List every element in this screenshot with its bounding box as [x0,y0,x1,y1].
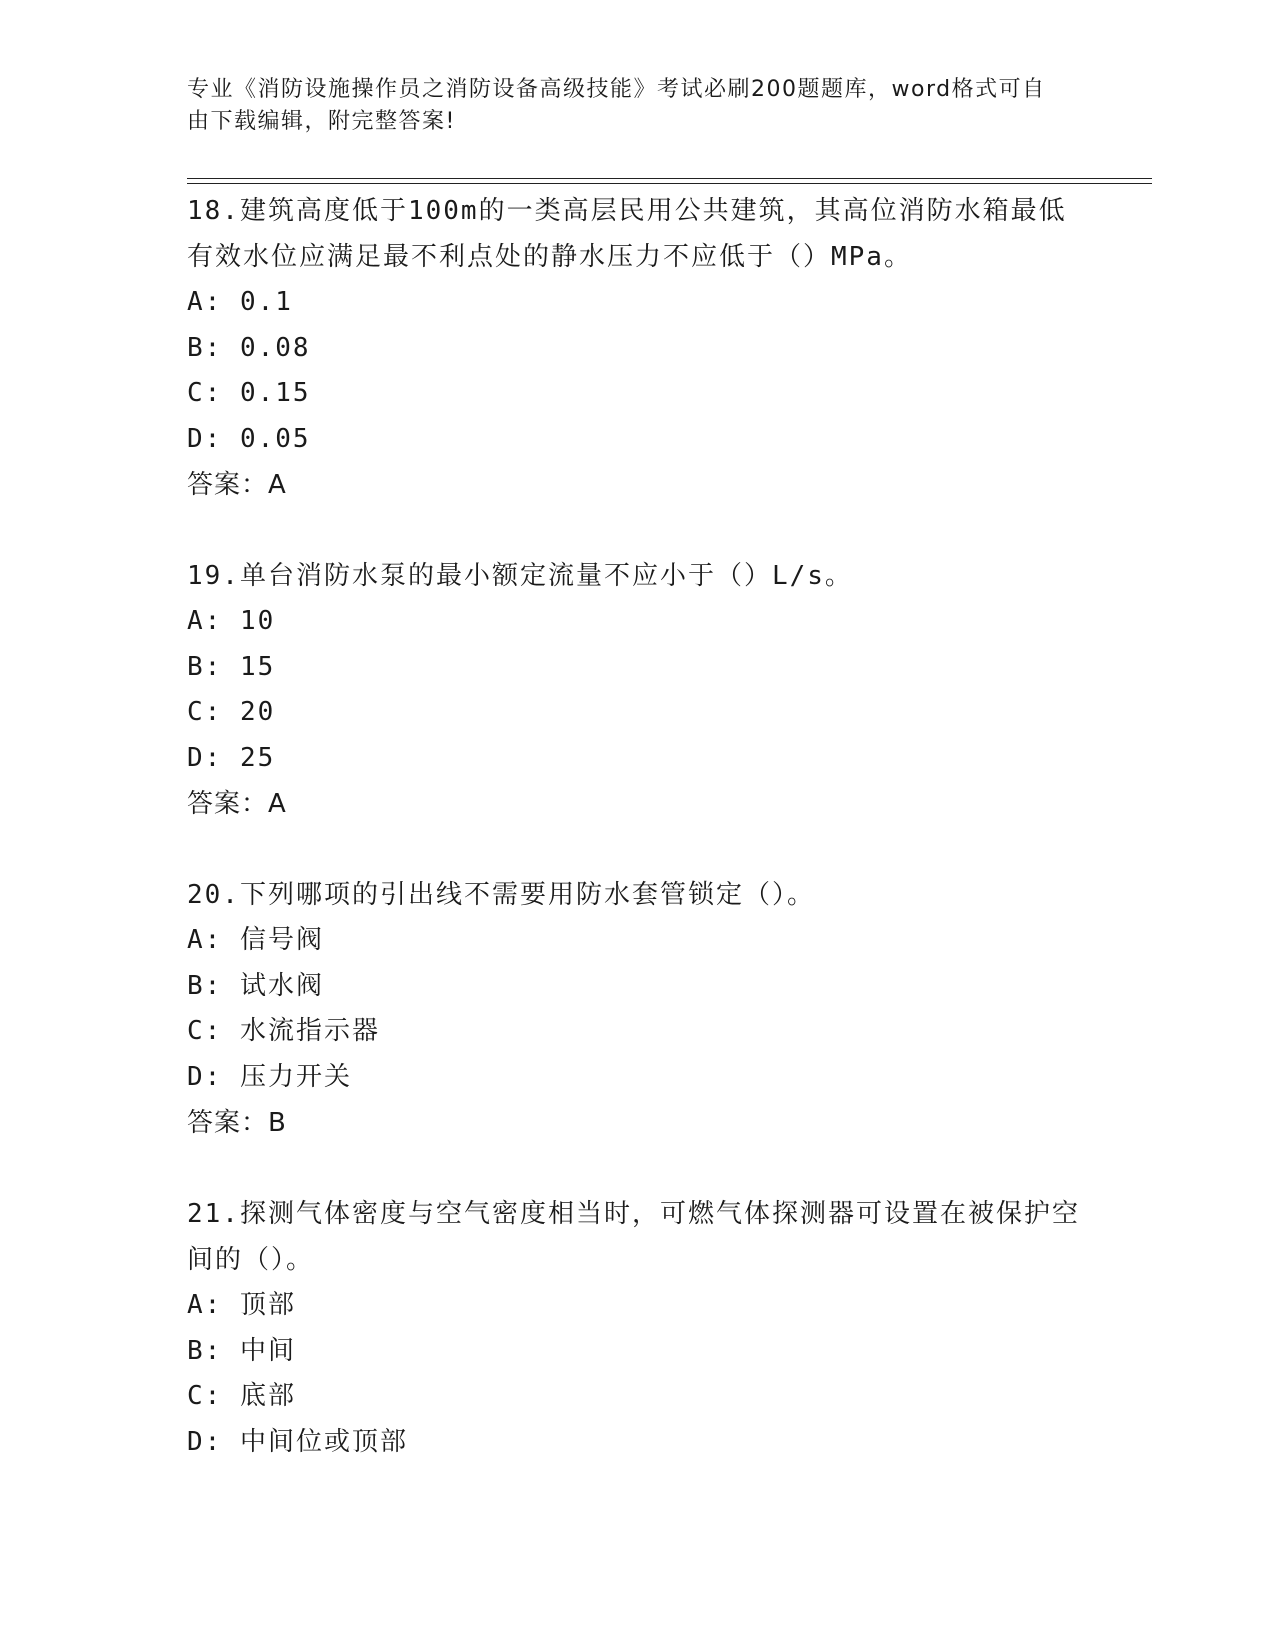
option-d: D: 0.05 [187,423,311,454]
option-c: C: 水流指示器 [187,1016,380,1046]
header-divider-top [187,178,1152,179]
option-a: A: 0.1 [187,287,293,317]
option-d: D: 中间位或顶部 [187,1426,408,1457]
option-a: A: 顶部 [187,1290,296,1320]
answer: 答案：A [187,789,287,819]
header-divider-bottom [187,183,1152,184]
option-b: B: 15 [187,651,276,682]
option-a: A: 10 [187,606,276,636]
option-c: C: 0.15 [187,378,311,408]
option-c: C: 20 [187,697,276,727]
option-b: B: 试水阀 [187,970,324,1001]
question-18 [187,188,1087,508]
option-c: C: 底部 [187,1381,296,1411]
question-21 [187,1191,1087,1465]
answer: 答案：B [187,1108,287,1138]
question-stem: 21.探测气体密度与空气密度相当时，可燃气体探测器可设置在被保护空间的（）。 [187,1199,1080,1275]
question-19 [187,553,1087,827]
question-stem: 18.建筑高度低于100m的一类高层民用公共建筑，其高位消防水箱最低有效水位应满足最不利点处的静水压力不应低于（）MPa。 [187,196,1067,272]
question-stem: 20.下列哪项的引出线不需要用防水套管锁定（）。 [187,880,815,910]
answer: 答案：A [187,470,287,500]
option-d: D: 压力开关 [187,1061,352,1092]
option-b: B: 0.08 [187,332,311,363]
question-20 [187,872,1087,1146]
document-header: 专业《消防设施操作员之消防设备高级技能》考试必刷200题题库，word格式可自由下载编辑，附完整答案! [187,77,1046,134]
option-d: D: 25 [187,742,276,773]
option-b: B: 中间 [187,1335,296,1366]
question-stem: 19.单台消防水泵的最小额定流量不应小于（）L/s。 [187,561,853,591]
option-a: A: 信号阀 [187,925,324,955]
